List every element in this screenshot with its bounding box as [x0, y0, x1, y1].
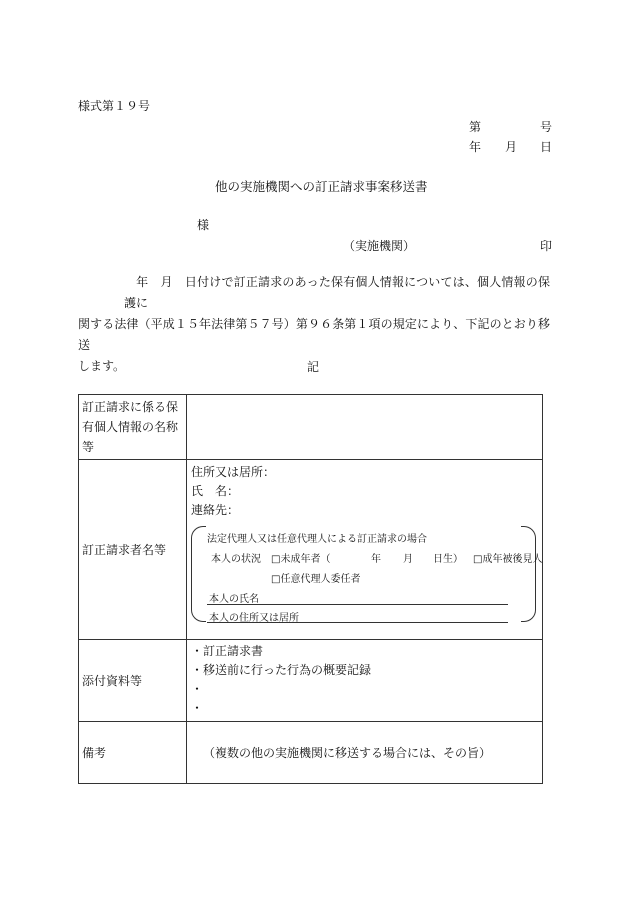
seal-mark: 印: [540, 239, 553, 253]
label-line: 訂正請求に係る保: [82, 400, 179, 414]
agent-checkbox[interactable]: □任意代理人委任者: [271, 574, 361, 585]
date-day: 日: [540, 140, 553, 154]
date-year: 年: [469, 140, 482, 154]
attachments-label: [79, 640, 187, 722]
label-line: 有個人情報の名称: [82, 420, 179, 434]
label-text: 添付資料等: [82, 673, 143, 688]
table-row: [79, 722, 543, 784]
label-text: 備考: [82, 745, 107, 760]
attachment-item: ・訂正請求書: [191, 644, 264, 658]
body-line-1: 年 月 日付けで訂正請求のあった保有個人情報については、個人情報の保護に: [124, 275, 550, 310]
sender-organization: （実施機関）: [343, 239, 416, 253]
birth-day: 日生）: [433, 554, 463, 565]
attachment-item[interactable]: ・: [191, 701, 204, 715]
requester-value: [187, 460, 543, 640]
proxy-section: [191, 526, 543, 624]
person-address-field[interactable]: 本人の住所又は居所: [209, 613, 299, 624]
table-row: [79, 395, 543, 460]
contact-field[interactable]: 連絡先：: [191, 503, 240, 517]
document-title: 他の実施機関への訂正請求事案移送書: [215, 179, 428, 194]
remarks-note: （複数の他の実施機関に移送する場合には、その旨）: [203, 746, 492, 760]
info-name-label: [79, 395, 187, 460]
body-line-3: します。: [78, 359, 126, 373]
attachment-item[interactable]: ・: [191, 682, 204, 696]
left-bracket: [191, 526, 206, 622]
minor-checkbox[interactable]: □未成年者（: [271, 554, 331, 565]
remarks-value[interactable]: [187, 722, 543, 784]
date-month: 月: [505, 140, 518, 154]
label-text: 訂正請求者名等: [82, 542, 167, 557]
birth-month: 月: [403, 554, 413, 565]
address-field[interactable]: 住所又は居所：: [191, 465, 276, 479]
attachment-item: ・移送前に行った行為の概要記録: [191, 663, 372, 677]
table-row: [79, 640, 543, 722]
status-label: 本人の状況: [211, 554, 261, 565]
person-name-underline: [207, 604, 508, 605]
label-line: 等: [82, 440, 95, 454]
info-name-value[interactable]: [187, 395, 543, 460]
name-field[interactable]: 氏 名：: [191, 484, 240, 498]
body-line-2: 関する法律（平成１５年法律第５７号）第９６条第１項の規定により、下記のとおり移送: [78, 317, 550, 352]
guardian-checkbox[interactable]: □成年被後見人: [473, 554, 543, 565]
remarks-label: [79, 722, 187, 784]
attachments-value: [187, 640, 543, 722]
proxy-title: 法定代理人又は任意代理人による訂正請求の場合: [207, 534, 427, 545]
right-bracket: [521, 526, 536, 622]
doc-number-prefix: 第: [469, 120, 482, 134]
person-address-underline: [207, 622, 508, 623]
table-row: [79, 460, 543, 640]
ki-heading: 記: [307, 360, 320, 374]
doc-number-suffix: 号: [540, 120, 553, 134]
form-number: 様式第１９号: [78, 99, 151, 113]
requester-label: [79, 460, 187, 640]
person-name-field[interactable]: 本人の氏名: [209, 594, 259, 605]
birth-year: 年: [371, 554, 381, 565]
addressee-suffix: 様: [197, 218, 210, 232]
request-table: [78, 394, 543, 784]
